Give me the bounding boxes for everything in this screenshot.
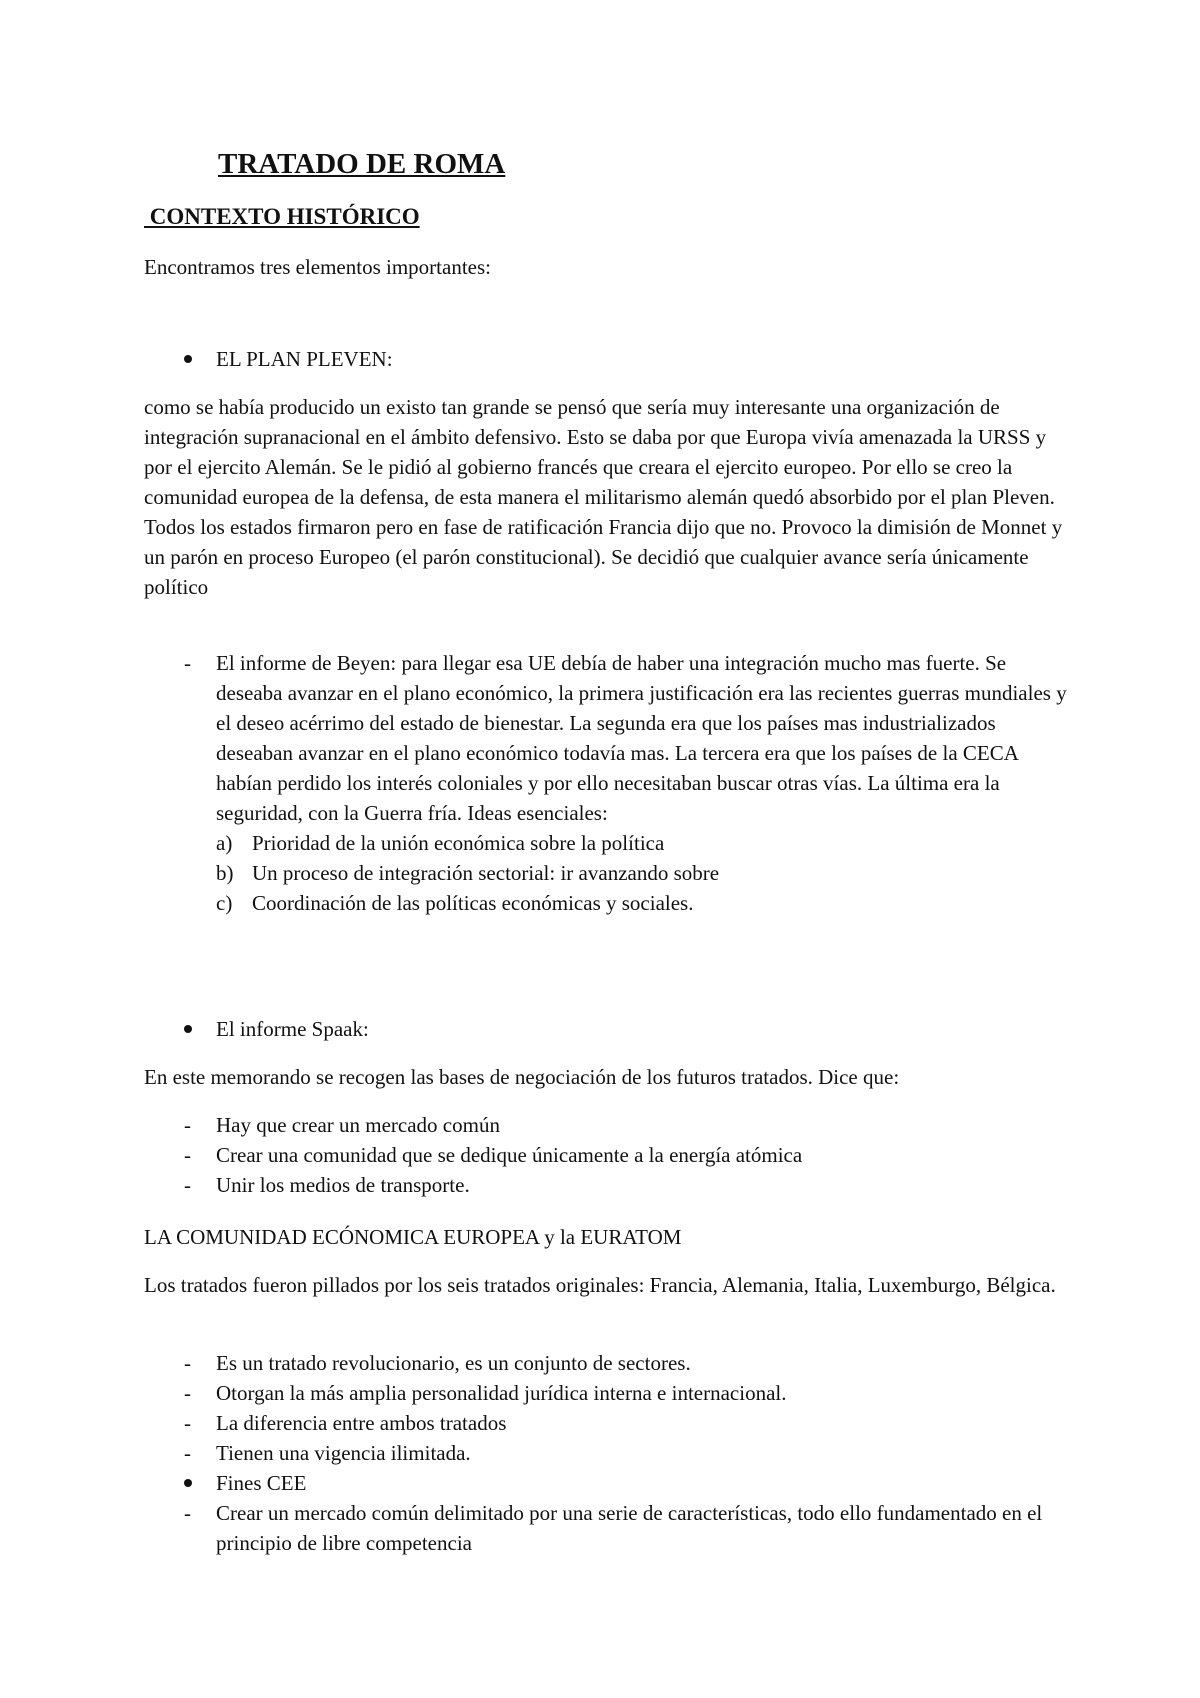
dash-marker: -	[184, 1381, 191, 1405]
dash-item-cee-1	[144, 1348, 1074, 1378]
bullet-list-plan-pleven	[144, 344, 1074, 374]
dash-item-spaak-3	[144, 1170, 1074, 1200]
bullet-dot-icon	[184, 1025, 192, 1033]
idea-marker-b: b)	[216, 861, 234, 885]
dash-marker: -	[184, 1501, 191, 1525]
intro-paragraph: Encontramos tres elementos importantes:	[144, 255, 491, 279]
idea-text-b: Un proceso de integración sectorial: ir avanzando sobre	[252, 861, 720, 885]
cee-item-text: Tienen una vigencia ilimitada.	[216, 1441, 471, 1465]
idea-item-a	[216, 828, 1074, 858]
dash-item-fines-cee	[144, 1498, 1074, 1558]
spaak-item-text: Crear una comunidad que se dedique únicamente a la energía atómica	[216, 1143, 803, 1167]
cee-item-text: La diferencia entre ambos tratados	[216, 1411, 507, 1435]
bullet-item-spaak	[144, 1014, 1074, 1044]
dash-item-spaak-2	[144, 1140, 1074, 1170]
bullet-item-fines-cee	[144, 1468, 1074, 1498]
bullet-list-spaak	[144, 1014, 1074, 1044]
idea-marker-c: c)	[216, 891, 233, 915]
dash-list-beyen	[144, 648, 1074, 918]
section-subtitle: CONTEXTO HISTÓRICO	[144, 204, 420, 229]
cee-euratom-paragraph: Los tratados fueron pillados por los seis tratados originales: Francia, Alemania, Italia, Luxemburgo, Bélgica.	[144, 1273, 1056, 1297]
fines-cee-text: Crear un mercado común delimitado por una serie de características, todo ello fundamentado en el principio de libre competencia	[216, 1501, 1043, 1555]
dash-item-beyen	[144, 648, 1074, 918]
document-title: TRATADO DE ROMA	[218, 148, 506, 180]
idea-item-b	[216, 858, 1074, 888]
dash-marker: -	[184, 1143, 191, 1167]
bullet-heading-plan-pleven: EL PLAN PLEVEN:	[216, 347, 393, 371]
bullet-dot-icon	[184, 1479, 192, 1487]
bullet-item-plan-pleven	[144, 344, 1074, 374]
dash-marker: -	[184, 1351, 191, 1375]
dash-item-spaak-1	[144, 1110, 1074, 1140]
dash-marker: -	[184, 1411, 191, 1435]
ideas-list	[216, 828, 1074, 918]
spaak-item-text: Hay que crear un mercado común	[216, 1113, 500, 1137]
idea-text-a: Prioridad de la unión económica sobre la política	[252, 831, 665, 855]
dash-item-cee-2	[144, 1378, 1074, 1408]
cee-item-text: Otorgan la más amplia personalidad jurídica interna e internacional.	[216, 1381, 787, 1405]
idea-text-c: Coordinación de las políticas económicas y sociales.	[252, 891, 694, 915]
spaak-paragraph: En este memorando se recogen las bases de negociación de los futuros tratados. Dice que:	[144, 1065, 900, 1089]
dash-list-cee	[144, 1348, 1074, 1558]
dash-marker: -	[184, 1113, 191, 1137]
dash-marker: -	[184, 651, 191, 675]
idea-item-c	[216, 888, 1074, 918]
spaak-item-text: Unir los medios de transporte.	[216, 1173, 470, 1197]
idea-marker-a: a)	[216, 831, 233, 855]
cee-euratom-heading: LA COMUNIDAD ECÓNOMICA EUROPEA y la EURATOM	[144, 1225, 682, 1249]
dash-marker: -	[184, 1441, 191, 1465]
beyen-text: El informe de Beyen: para llegar esa UE debía de haber una integración mucho mas fuerte. Se deseaba avanzar en el plano económico, la primera justificación era las recientes guerras mundiales y el deseo acérrimo del estado de bienestar. La segunda era que los países mas industrializados deseaban avanzar en el plano económico todavía mas. La tercera era que los países de la CECA habían perdido los interés coloniales y por ello necesitaban buscar otras vías. La última era la seguridad, con la Guerra fría. Ideas esenciales:	[216, 651, 1067, 825]
bullet-heading-spaak: El informe Spaak:	[216, 1017, 369, 1041]
dash-item-cee-3	[144, 1408, 1074, 1438]
dash-list-spaak	[144, 1110, 1074, 1200]
plan-pleven-paragraph: como se había producido un existo tan grande se pensó que sería muy interesante una organización de integración supranacional en el ámbito defensivo. Esto se daba por que Europa vivía amenazada la URSS y por el ejercito Alemán. Se le pidió al gobierno francés que creara el ejercito europeo. Por ello se creo la comunidad europea de la defensa, de esta manera el militarismo alemán quedó absorbido por el plan Pleven. Todos los estados firmaron pero en fase de ratificación Francia dijo que no. Provoco la dimisión de Monnet y un parón en proceso Europeo (el parón constitucional). Se decidió que cualquier avance sería únicamente político	[144, 395, 1063, 599]
fines-cee-heading: Fines CEE	[216, 1471, 307, 1495]
bullet-dot-icon	[184, 355, 192, 363]
cee-item-text: Es un tratado revolucionario, es un conjunto de sectores.	[216, 1351, 691, 1375]
dash-marker: -	[184, 1173, 191, 1197]
dash-item-cee-4	[144, 1438, 1074, 1468]
